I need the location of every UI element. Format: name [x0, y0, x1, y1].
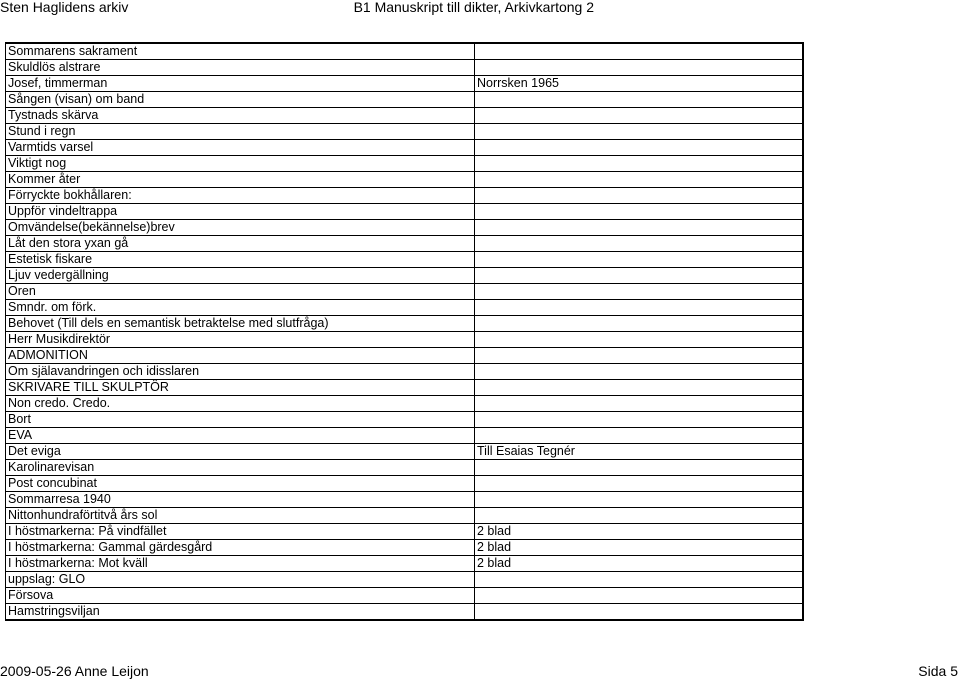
manuscript-title-cell: Varmtids varsel — [6, 140, 475, 156]
manuscript-note-cell — [475, 108, 803, 124]
table-row — [6, 60, 803, 76]
table-row — [6, 364, 803, 380]
manuscript-title-cell: Nittonhundraförtitvå års sol — [6, 508, 475, 524]
manuscript-note-cell — [475, 476, 803, 492]
manuscript-note-cell — [475, 236, 803, 252]
table-row — [6, 540, 803, 556]
table-row — [6, 220, 803, 236]
manuscript-title-cell: Stund i regn — [6, 124, 475, 140]
manuscript-title-cell: Försova — [6, 588, 475, 604]
table-row — [6, 380, 803, 396]
table-row — [6, 76, 803, 92]
manuscript-title-cell: Uppför vindeltrappa — [6, 204, 475, 220]
table-row — [6, 284, 803, 300]
table-row — [6, 92, 803, 108]
manuscript-title-cell: Tystnads skärva — [6, 108, 475, 124]
manuscript-note-cell: Till Esaias Tegnér — [475, 444, 803, 460]
manuscript-title-cell: Omvändelse(bekännelse)brev — [6, 220, 475, 236]
table-row — [6, 188, 803, 204]
manuscript-note-cell — [475, 268, 803, 284]
manuscript-title-cell: I höstmarkerna: På vindfället — [6, 524, 475, 540]
manuscript-note-cell — [475, 412, 803, 428]
manuscript-note-cell — [475, 348, 803, 364]
manuscript-title-cell: Ljuv vedergällning — [6, 268, 475, 284]
table-row — [6, 172, 803, 188]
header-section-title: B1 Manuskript till dikter, Arkivkartong 2 — [353, 0, 594, 15]
manuscript-title-cell: SKRIVARE TILL SKULPTÖR — [6, 380, 475, 396]
table-row — [6, 332, 803, 348]
manuscript-title-cell: Josef, timmerman — [6, 76, 475, 92]
manuscript-note-cell — [475, 188, 803, 204]
manuscript-title-cell: Förryckte bokhållaren: — [6, 188, 475, 204]
manuscript-note-cell — [475, 396, 803, 412]
manuscript-title-cell: Det eviga — [6, 444, 475, 460]
manuscript-note-cell — [475, 140, 803, 156]
table-row — [6, 604, 803, 621]
manuscript-note-cell — [475, 172, 803, 188]
manuscript-title-cell: I höstmarkerna: Gammal gärdesgård — [6, 540, 475, 556]
table-row — [6, 156, 803, 172]
manuscript-note-cell — [475, 460, 803, 476]
table-row — [6, 444, 803, 460]
manuscript-title-cell: Bort — [6, 412, 475, 428]
manuscript-title-cell: Herr Musikdirektör — [6, 332, 475, 348]
table-row — [6, 556, 803, 572]
manuscript-note-cell — [475, 124, 803, 140]
table-row — [6, 140, 803, 156]
table-row — [6, 348, 803, 364]
manuscript-note-cell — [475, 92, 803, 108]
manuscript-title-cell: Viktigt nog — [6, 156, 475, 172]
manuscript-note-cell — [475, 508, 803, 524]
manuscript-note-cell — [475, 492, 803, 508]
manuscript-note-cell — [475, 316, 803, 332]
manuscript-title-cell: Non credo. Credo. — [6, 396, 475, 412]
manuscript-note-cell — [475, 156, 803, 172]
manuscript-title-cell: Kommer åter — [6, 172, 475, 188]
manuscript-table — [5, 42, 804, 621]
manuscript-note-cell: Norrsken 1965 — [475, 76, 803, 92]
table-row — [6, 268, 803, 284]
manuscript-title-cell: I höstmarkerna: Mot kväll — [6, 556, 475, 572]
manuscript-title-cell: Låt den stora yxan gå — [6, 236, 475, 252]
manuscript-note-cell — [475, 588, 803, 604]
table-row — [6, 508, 803, 524]
manuscript-title-cell: Oren — [6, 284, 475, 300]
manuscript-title-cell: Post concubinat — [6, 476, 475, 492]
table-row — [6, 204, 803, 220]
manuscript-title-cell: Behovet (Till dels en semantisk betraktelse med slutfråga) — [6, 316, 475, 332]
manuscript-note-cell — [475, 364, 803, 380]
manuscript-title-cell: Hamstringsviljan — [6, 604, 475, 621]
manuscript-title-cell: Karolinarevisan — [6, 460, 475, 476]
manuscript-note-cell: 2 blad — [475, 524, 803, 540]
table-row — [6, 316, 803, 332]
manuscript-note-cell — [475, 572, 803, 588]
header-archive-name: Sten Haglidens arkiv — [0, 0, 129, 15]
manuscript-title-cell: Estetisk fiskare — [6, 252, 475, 268]
table-row — [6, 588, 803, 604]
footer-page-number: Sida 5 — [918, 663, 958, 679]
manuscript-title-cell: Om själavandringen och idisslaren — [6, 364, 475, 380]
table-row — [6, 108, 803, 124]
table-row — [6, 524, 803, 540]
manuscript-note-cell — [475, 252, 803, 268]
table-row — [6, 492, 803, 508]
manuscript-title-cell: ADMONITION — [6, 348, 475, 364]
manuscript-note-cell — [475, 284, 803, 300]
table-row — [6, 300, 803, 316]
manuscript-title-cell: Sommarresa 1940 — [6, 492, 475, 508]
manuscript-title-cell: EVA — [6, 428, 475, 444]
table-row — [6, 460, 803, 476]
manuscript-note-cell — [475, 380, 803, 396]
manuscript-note-cell: 2 blad — [475, 540, 803, 556]
table-row — [6, 476, 803, 492]
manuscript-title-cell: Skuldlös alstrare — [6, 60, 475, 76]
manuscript-table-body — [6, 43, 803, 620]
manuscript-note-cell — [475, 300, 803, 316]
manuscript-note-cell — [475, 332, 803, 348]
table-row — [6, 428, 803, 444]
manuscript-note-cell — [475, 220, 803, 236]
manuscript-title-cell: Smndr. om förk. — [6, 300, 475, 316]
manuscript-note-cell — [475, 60, 803, 76]
manuscript-title-cell: uppslag: GLO — [6, 572, 475, 588]
manuscript-title-cell: Sommarens sakrament — [6, 43, 475, 60]
table-row — [6, 124, 803, 140]
manuscript-title-cell: Sången (visan) om band — [6, 92, 475, 108]
table-row — [6, 252, 803, 268]
manuscript-note-cell — [475, 604, 803, 621]
manuscript-note-cell — [475, 43, 803, 60]
table-row — [6, 236, 803, 252]
footer-date-author: 2009-05-26 Anne Leijon — [0, 663, 149, 679]
table-row — [6, 412, 803, 428]
table-row — [6, 43, 803, 60]
manuscript-note-cell: 2 blad — [475, 556, 803, 572]
manuscript-note-cell — [475, 428, 803, 444]
table-row — [6, 572, 803, 588]
manuscript-note-cell — [475, 204, 803, 220]
table-row — [6, 396, 803, 412]
